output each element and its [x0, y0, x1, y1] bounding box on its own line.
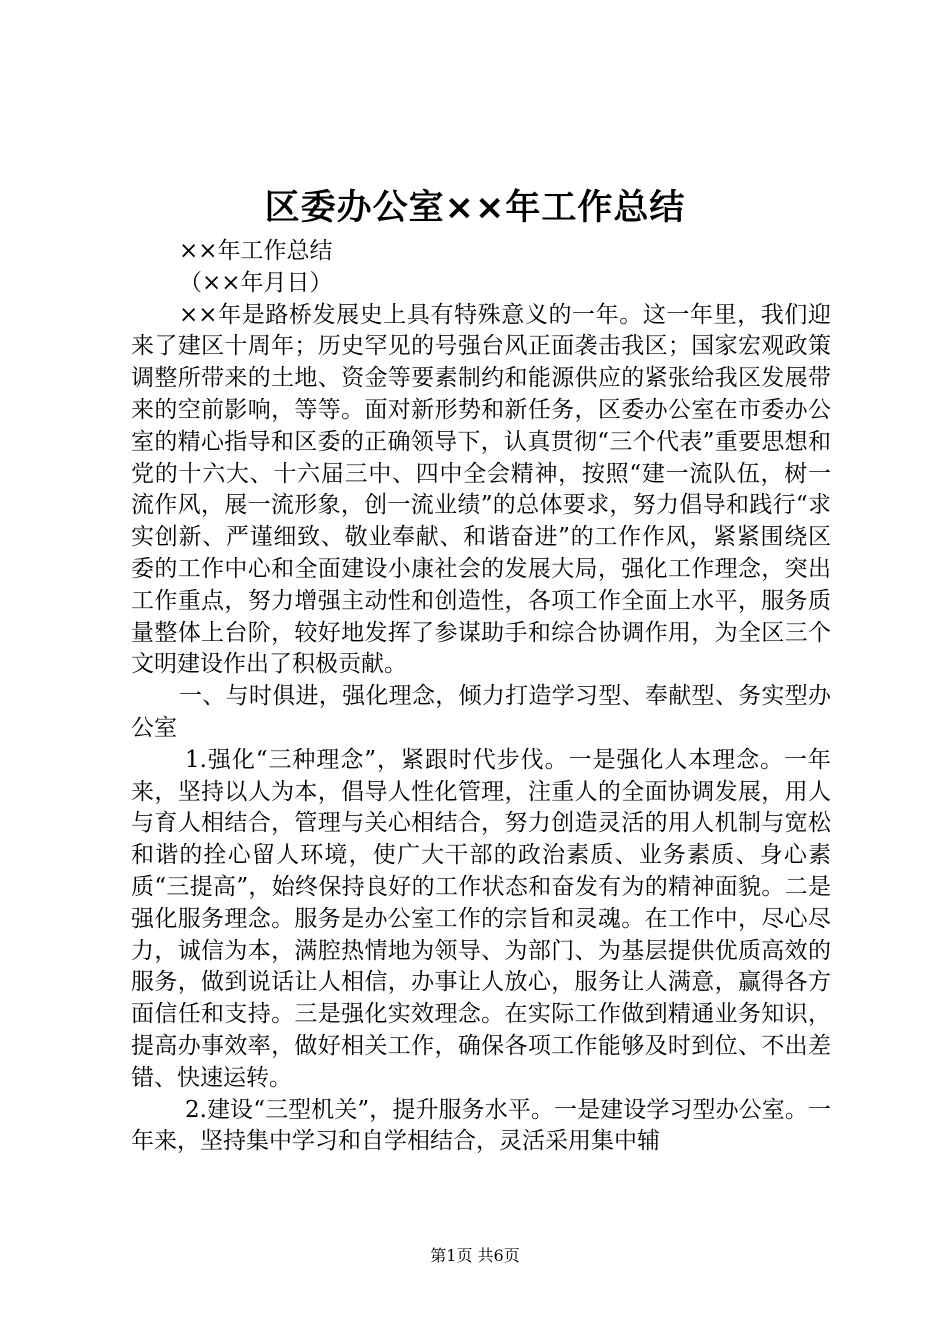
paragraph-item-1: 1.强化“三种理念”，紧跟时代步伐。一是强化人本理念。一年来，坚持以人为本，倡导人性化管理，注重人的全面协调发展，用人与育人相结合，管理与关心相结合，努力创造灵活的用人机制与宽松和谐的拴心留人环境，使广大干部的政治素质、业务素质、身心素质“三提高”，始终保持良好的工作状态和奋发有为的精神面貌。二是强化服务理念。服务是办公室工作的宗旨和灵魂。在工作中，尽心尽力，诚信为本，满腔热情地为领导、为部门、为基层提供优质高效的服务，做到说话让人相信，办事让人放心，服务让人满意，赢得各方面信任和支持。三是强化实效理念。在实际工作做到精通业务知识，提高办事效率，做好相关工作，确保各项工作能够及时到位、不出差错、快速运转。 [131, 746, 831, 1091]
document-date-line: （××年月日） [179, 269, 333, 296]
page-title: 区委办公室××年工作总结 [264, 188, 686, 228]
paragraph-item-2: 2.建设“三型机关”，提升服务水平。一是建设学习型办公室。一年来，坚持集中学习和自学相结合，灵活采用集中辅 [131, 1096, 831, 1155]
document-subtitle: ××年工作总结 [179, 238, 333, 264]
page-number-footer: 第1页 共6页 [430, 1246, 520, 1265]
section-heading-1: 一、与时俱进，强化理念，倾力打造学习型、奉献型、务实型办公室 [131, 683, 831, 741]
paragraph-intro: ××年是路桥发展史上具有特殊意义的一年。这一年里，我们迎来了建区十周年；历史罕见的号强台风正面袭击我区；国家宏观政策调整所带来的土地、资金等要素制约和能源供应的紧张给我区发展带来的空前影响，等等。面对新形势和新任务，区委办公室在市委办公室的精心指导和区委的正确领导下，认真贯彻“三个代表”重要思想和党的十六大、十六届三中、四中全会精神，按照“建一流队伍，树一流作风，展一流形象，创一流业绩”的总体要求，努力倡导和践行“求实创新、严谨细致、敬业奉献、和谐奋进”的工作作风，紧紧围绕区委的工作中心和全面建设小康社会的发展大局，强化工作理念，突出工作重点，努力增强主动性和创造性，各项工作全面上水平，服务质量整体上台阶，较好地发挥了参谋助手和综合协调作用，为全区三个文明建设作出了积极贡献。 [131, 301, 831, 678]
document-body [131, 236, 831, 1158]
